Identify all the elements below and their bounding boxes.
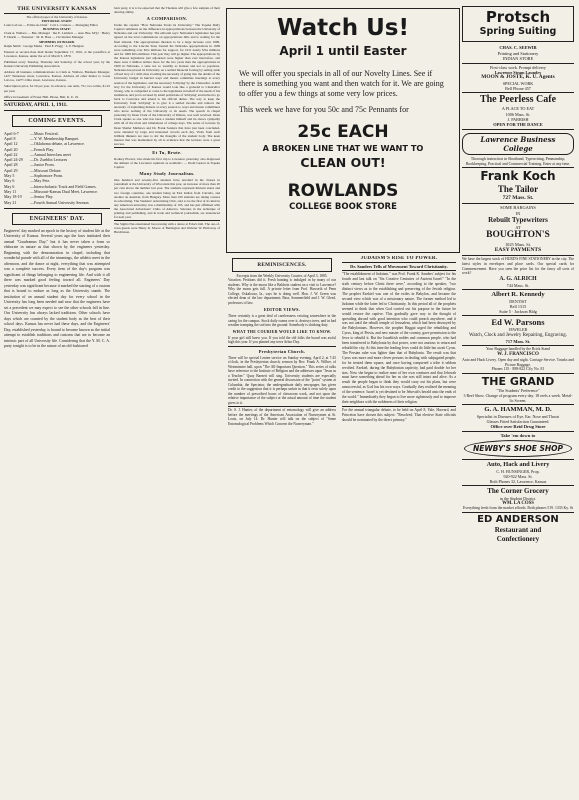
- moon-l1: First-class work. Prompt delivery: [489, 64, 547, 70]
- newby-l1: Take 'em down to: [500, 432, 536, 438]
- comparison-body: Under the caption "How Nebraska Treats its University," The Topeka Daily Capital comments on the difference in appropriations between the University of Nebraska and our University. The editorial says: Nebraska's legislature has just agreed on the total commissions on appropriations bills and is waiting for the final amount. The appropriations threaten to be a large increase over 1909. According to the Lincoln State Journal the Nebraska appropriations in 1909 were something over $2¼ millions for support, for 1911 nearly $3¼ millions and for 1909 $2¼ millions. This year they will go higher. The appropriations by the Kansas legislature just adjourned were higher than ever heretofore, and there were 2 million dollars more for the two years than the appropriations in 1909 in Nebraska, a state not so wealthy as Kansas and not so populous. Nebraska has placed its University on a settled financial footing by setting aside a fixed levy of 1 mill, thus avoiding the necessity of going into the details of the University budget in hurried ways and means committee meetings at every session of the legislature, and the necessary 'lobbying' by the Chancellor. A mill levy for the University of Kansas would look like a godsend to Chancellor Strong, who is compelled to come to the legislature in behalf of the needs of his institution, and yet is accused by small politicians of 'lobbying' and invited to go back to Lawrence and attend to his official duties. The way to keep the University from 'lobbying' is to give it a settled income and remove the necessity of explaining matters at every session to ways and means committees who know nothing of the University or its needs. The speech in chapel yesterday by Dean Clark of the University of Illinois, was well received. Dean Clark speaks as one who has been a student himself and he shows sympathy with all of the trials and tribulations of college days. The series of lectures by Dean Shailer Mathews and Dr. Frank Sanders that have just been concluded, were attended by large and interested crowds each day. Visits from such brilliant thinkers are sure to stir the thoughts of the student body. The keen interest that was maintained by all is evidence that the lectures were a great success.: [114, 23, 220, 146]
- grand-l2: 3 Reel Show. Change of program every day. 18 reels a week. Metal-lic Screen.: [463, 392, 573, 403]
- peerless-ad: [462, 94, 574, 127]
- reminiscences-body: Vacation. Petitions did it. Fresh hunting is indulged in by many of our students. Why is the moon like a Baldwin student on a visit to Lawrence? Why the moon gets full. A private letter from Prof. Haworth of Penn College, Oskaloosa, Ia., says he is doing well. Hon. J. W. Green was elected dean of the law department; Bass, Sommerfield and J. W. Gleed, professors of law.: [228, 278, 336, 305]
- address-notice: Address all business communications to Clark A. Wallace, Business Manager, 1427 Tennessee street, Lawrence, Kansas. Address all other matter to Louis LaCoss, 1427½ Ohio street, Lawrence, Kansas.: [4, 70, 110, 83]
- boughton-l4: AT: [515, 224, 521, 230]
- reminiscences-title: REMINISCENCES.: [257, 262, 307, 268]
- event-date: April 12: [4, 141, 18, 147]
- moon-l2: Lawrence Steam Laundry: [494, 70, 542, 76]
- newby-logo: NEWBY'S SHOE SHOP: [464, 440, 572, 457]
- seewir-sub: Printing and Stationery: [497, 50, 539, 56]
- event-date: April 20: [4, 146, 18, 152]
- hamman-l2: Glasses Fitted Satisfaction Guaranteed.: [486, 418, 550, 424]
- event-date: May 18-19: [4, 194, 22, 200]
- office-notice: Office in basement of Fraser Hall. Phone, Bell, K. U. 25.: [4, 94, 80, 99]
- boughton-ad: [462, 205, 574, 254]
- masthead-column: [4, 6, 110, 350]
- alrich-addr: 744 Mass. St.: [506, 282, 530, 288]
- francisco-ad: [462, 347, 574, 372]
- event-date: April 24-29: [4, 157, 23, 163]
- event-date: May 6: [4, 183, 15, 189]
- event-date: May 11: [4, 188, 17, 194]
- hamman-l3: Office over Reid Drug Store: [490, 423, 546, 429]
- et-tu-body: Rodney Elward, who made his first trip to Lawrence yesterday, also diagnosed the ailment of the Lawrence squirrels as sodaholic. — Dodd Gaston in Topeka Capital.: [114, 157, 220, 170]
- event-date: April 28: [4, 162, 18, 168]
- peerless-name: The Peerless Cafe: [479, 94, 557, 106]
- peerless-l2: 1006 Mass. St.: [505, 111, 531, 117]
- event-label: —French Play.: [30, 146, 54, 152]
- hack-ad: [462, 461, 574, 484]
- rowlands-week: This week we have for you 50c and 75c Pennants for: [239, 105, 409, 114]
- francisco-phones: Phones 135 · 888-822 Ch'y No. 81: [491, 367, 545, 372]
- study-title: Many Study Journalism.: [139, 171, 195, 177]
- grand-name: THE GRAND: [481, 374, 555, 388]
- coming-events-title: COMING EVENTS.: [28, 117, 86, 124]
- boughton-l2: IN: [515, 210, 521, 216]
- rowlands-price: 25c EACH: [297, 122, 389, 142]
- kennedy-ad: [462, 291, 574, 315]
- entered-notice: Entered as second-class mail matter September 17, 1910, at the postoffice at Lawrence, Kansas, under the act of March 3, 1879.: [4, 49, 110, 58]
- protsch-ad: [462, 6, 574, 42]
- anderson-l1: Restaurant and: [494, 526, 542, 535]
- francisco-l2: Auto and Hack Livery. Open day and night. Carriage Service. Trunks and Picture Baggage.: [462, 357, 574, 367]
- event-label: —Missouri Debate.: [30, 167, 62, 173]
- newby-ad: [462, 433, 574, 459]
- event-label: —Y. W. Membership Banquet.: [30, 135, 80, 141]
- rowlands-subhead: April 1 until Easter: [279, 44, 407, 58]
- moon-joste-ad: [462, 65, 574, 91]
- subscription-notice: Subscription price, $1.50 per year, in advance; one term, 75c; two terms, $1.25 per year.: [4, 84, 110, 93]
- boughton-l5: EASY PAYMENTS: [494, 247, 542, 254]
- engineers-day-heading-box: [12, 213, 102, 225]
- published-notice: Published every Tuesday, Thursday and Saturday of the school year, by the Kansas University Publishing Association.: [4, 59, 110, 69]
- event-date: April 29: [4, 167, 18, 173]
- event-label: —Sophomore Prom.: [30, 173, 64, 179]
- seewir-name: CHAS. C. SEEWIR: [499, 45, 537, 50]
- masthead-title: THE UNIVERSITY KANSAN: [17, 6, 97, 12]
- frank-koch-addr: 727 Mass. St.: [502, 195, 534, 202]
- alrich-body: We have the largest stock of HURD'S FINE STATIONERY in the city. The latest styles in envelopes and place cards. Our special cards for Commencement. Have you seen the price list for the fancy all sorts of work?: [462, 257, 574, 276]
- parsons-ad: [462, 317, 574, 344]
- event-label: —Oklahoma debate, at Lawrence.: [30, 141, 85, 147]
- corner-grocery-ad: [462, 487, 574, 511]
- parsons-l2: Watch, Clock and Jewelry Repairing, Engraving.: [469, 332, 567, 338]
- frank-koch-ad: [462, 169, 574, 202]
- editorial-staff-head: EDITORIAL STAFF:: [41, 19, 73, 24]
- courier-body: If your girl still knew you. If you told the old folks the board was awful high this year. If you planted any trees Arbor Day.: [228, 335, 336, 345]
- peerless-l1: A PLACE TO EAT: [501, 106, 535, 112]
- hack-l2: 920-922 Mass. St.: [503, 474, 533, 480]
- coming-events-list: [4, 131, 110, 205]
- presbyterian-body: There will be special Lenten service on Sunday evening, April 2, at 7:45 o'clock, in the Presbyterian church; sermon by Rev. Frank A. Wilber, of Westminster hall, upon "The All-Important Question." This series of talks have reference to the Institute of Religion and the addresses upon "Jesus as a Teacher." Quay Barnett will sing. University students are especially invited. In connection with the general discussion of the "point" system at Columbia, the Spectator, the undergraduate daily newspaper, has given credit to the suggestion that it is perhaps unfair in that it rests solely upon the number of prescribed hours of classroom work, and not upon the relative importance of the subject or the actual amount of time the student gives to it.: [228, 355, 336, 405]
- protsch-name: Protsch: [485, 8, 551, 26]
- kennedy-l2: Bell 1315: [509, 303, 527, 309]
- frank-koch-l1: The Tailor: [497, 184, 539, 195]
- judaism-body: "The establishment of Judaism," was Prof. Frank K. Sanders' subject for his fourth and last talk on "Six Creative Centuries of Ancient Israel." "In the sixth century before Christ there were," according to the speaker, "two distinct views as to the establishing and preserving of the Jewish religion. The prophet Ezekiel was one of the exiles in Babylon, and became the second view which was of a missionary nature. The former method led to Judaism while the latter led to Christianity. In this period all of the prophets seemed to think that when God carried out his purpose in the future he would restore the captive. This gradually gave way to the thought of spreading abroad with good intention who could preach anywhere, and it was not until the rebuilt temple of Jerusalem, which had been destroyed by the Babylonians. However, the prophet Haggai urged the rebuilding and Cyrus, king of Persia, and new master of the country, gave permission to the Jews to rebuild it. But the Israelitish nobles and common people, who had been transferred to Babylonia by that power, were not anxious to return and rebuild the city. At this time the leading Jews could do little but await Cyrus. The Persian ruler was lighter than that of Babylonia. The result was that Cyrus was more and more clever persons in dealing with subjugated people, for he treated them square, and once having conquered a tribe it seldom revolted. Ezekiel, during the Babylonian captivity, had paid double for her sins. Now she began to realize none of her own creatures and that Jehovah must have something ahead for her as she was still intact and alive. As a result the people began to think they would carry out his plans, but were unsuccessful, as God has his own ways. Gradually they realized the meaning of the sentence. Israel is yet destined to be Jehovah's herald unto the ends of the world." Immediately they began to live more righteously and to improve their neighbors with the nobleness of their religion.: [342, 272, 456, 404]
- moon-name: MOON & JOSTE, K. U. Agents: [481, 74, 555, 81]
- event-label: —May Fete.: [30, 178, 51, 184]
- editor-views-title: EDITOR VIEWS.: [263, 307, 301, 313]
- event-label: —Dr. Zueblin Lectures: [30, 157, 68, 163]
- event-date: May 6: [4, 178, 15, 184]
- boughton-addr: 1025 Mass. St.: [504, 241, 532, 247]
- peerless-l3: J. PARRISH: [507, 116, 529, 122]
- courier-title: WHAT THE COURIER WOULD LIKE TO KNOW.: [232, 329, 332, 334]
- event-date: April 8: [4, 135, 16, 141]
- boughton-name: BOUGHTON'S: [486, 230, 550, 241]
- parsons-addr: 717 Mass. St.: [505, 338, 531, 344]
- engineers-day-title: ENGINEERS' DAY.: [29, 215, 85, 222]
- reminiscences-heading-box: [232, 258, 332, 272]
- business-college-body: Thorough instruction in Shorthand, Typewriting, Penmanship, Bookkeeping, Practical and Commercial Training. Enter at any time.: [465, 156, 571, 166]
- hamman-name: G. A. HAMMAN, M. D.: [484, 405, 552, 413]
- editor-views-body: There certainly is a great deal of carelessness existing somewhere in the caring for the campus. Stock daily roams over it, destroys trees, and in bad weather tramping the sod into the ground. Somebody is shirking duty.: [228, 314, 336, 328]
- rowlands-body: We will offer you specials in all of our Novelty Lines. See if there is something you want and then watch for it. We are going to offer you a few things at some very low prices.: [239, 69, 444, 98]
- study-body: One hundred and seventy-five students have enrolled in the classes in journalism at the University of Wisconsin this year, an increase of more than 20 per cent above the number last year. The students represent thirteen states and two foreign countries, one student being an East Indian from Calcutta, and another an Austrian, from Hungary. More than 100 students are taking courses in advertising. The Students' Advertising Club, said to be the first of its kind in any American university, has a membership of 105, and has just affiliated with the Associated Advertisers' Clubs of America. Veterans in the technique of printing and publishing, and in trade and technical journalism, are announced for next year.: [114, 178, 220, 220]
- event-label: —Senior Play.: [30, 194, 54, 200]
- kennedy-l1: DENTIST: [509, 298, 527, 304]
- hamman-l1: Specialist in Diseases of Eye, Ear, Nose and Throat: [476, 413, 560, 419]
- et-tu-title: Et Tu, Brute.: [152, 150, 182, 155]
- corner-name: The Corner Grocery: [487, 487, 549, 496]
- party-text: barn party, it is to be expected that the Thetians will give a few samples of their dancing ability.: [114, 6, 220, 15]
- peerless-l4: OPEN FOR THE DANCE: [493, 122, 543, 128]
- judaism-column: [342, 256, 456, 794]
- business-college-ad: [462, 131, 574, 167]
- frank-koch-name: Frank Koch: [480, 169, 556, 184]
- board-head: MEMBERS OF BOARD.: [39, 39, 75, 44]
- comparison-title: A COMPARISON.: [146, 16, 188, 22]
- hack-l1: C. H. HUNSINGER, Prop.: [496, 469, 540, 475]
- event-label: —Music Festival.: [30, 130, 59, 136]
- engineers-day-body: Engineers' day marked an epoch in the history of student life at the University of Kansas. Several years ago the laws instituted their annual "Gaudeamus Day," but it has never taken a form so elaborate in nature as that shown by the engineers yesterday. Beginning with the demonstration in chapel, including that wonderful parade with all of the trimmings, the athletic meet in the afternoon, and the dance at night, everything that was attempted was a complete success. Every item of the day's program was significant of things belonging to engineering life. And with it all there was marked good feeling toward all. Engineers' Day yesterday was significant because it marked the starting of a custom that is bound to endure as long as the University stands. The institution of an annual student day for every school in the University has long been needed and now that the engineers have set a precedent we may expect to see the other schools fall in line. Our University has always lacked traditions. Other schools have days which are counted by the student body as the best of their school days. Kansas has never had these days, and the Engineers' Day, established yesterday, is bound to become known as the initial attempt to establish traditions and customs that are to become an intrinsic part of all University life. Considering that the Y. M. C. A. party tonight is to be in the nature of an old-fashioned: [4, 228, 110, 349]
- anderson-ad: [462, 514, 574, 543]
- anderson-name: ED ANDERSON: [477, 514, 559, 526]
- rowlands-headline: Watch Us!: [277, 15, 409, 41]
- debate-body: For the annual triangular debate, to be held on April 8, Yale, Harvard, and Princeton have chosen this subject: "Resolved, That elective State officials should be nominated by the direct primary.": [342, 407, 456, 422]
- event-label: —Junior Prom.: [30, 162, 55, 168]
- seewir-addr: INDIAN STORE: [502, 56, 534, 62]
- business-college-logo: Lawrence Business College: [462, 133, 574, 155]
- hamman-ad: [462, 406, 574, 430]
- event-date: May 5: [4, 173, 15, 179]
- moon-l3: SPECIAL WORK: [502, 80, 534, 86]
- event-label: —Annual Interclass meet: [30, 151, 71, 157]
- parsons-name: Ed W. Parsons: [491, 317, 545, 328]
- masthead-subtitle: The official paper of the University of Kansas.: [26, 15, 88, 19]
- reminiscences-intro: Excerpts from the Weekly University Courier, of April 3, 1885.: [236, 274, 328, 278]
- business-staff: Clark A. Wallace — Bus. Manager · Ike E. Lambert — Asst. Bus. M'g'r · Henry F. Dearth — Treasurer · M. D. Bass — Circulation Manager: [4, 31, 110, 40]
- francisco-name: W. J. FRANCISCO: [497, 351, 539, 357]
- hunter-body: Dr. S. J. Hunter, of the department of entomology will give an address before the meetings of the American Association of Nurserymen at St. Louis, on July 14. Dr. Hunter will talk on the subject of "Some Entomological Problems Which Concern the Nurseryman.": [228, 408, 336, 426]
- corner-l3: Everything fresh from the market affords. Both phones 519. 1333 Ky. St: [463, 506, 573, 511]
- grand-ad: [462, 375, 574, 403]
- reminiscences-column: [228, 256, 336, 794]
- alrich-ad: [462, 257, 574, 287]
- event-date: April 6-7: [4, 130, 19, 136]
- event-label: —Missouri-Kansas Dual Meet, Lawrence.: [30, 188, 98, 194]
- event-label: —Fourth Annual University Sermon.: [30, 199, 90, 205]
- francisco-l1: Your Baggage handled by the Brick Stand: [486, 347, 550, 352]
- ads-column: [462, 6, 574, 798]
- seewir-ad: [462, 45, 574, 62]
- corner-l2: WM. LA COSS: [502, 500, 534, 506]
- event-label: —Interscholastic Track and Field Games.: [30, 183, 97, 189]
- judaism-subtitle: Dr. Sanders Tells of Movement Toward Christianity.: [350, 264, 448, 269]
- editorial-staff: Louis LaCoss — Editor-in-Chief · Carl L. Cannon — Managing Editor: [4, 23, 98, 28]
- boughton-l3: Rebuilt Typewriters: [488, 216, 548, 225]
- kennedy-l3: Suite 5 · Jackson Bldg: [499, 309, 537, 315]
- event-row: [4, 200, 110, 205]
- alrich-name: A. G. ALRICH: [499, 275, 537, 282]
- corner-l1: in the Student District.: [499, 495, 537, 501]
- moon-phone: Bell Phone 457: [505, 85, 531, 91]
- sigma-nu-body: The Sigma Nus entertained last evening with a dance at Ecke's hall. The out-of-town guests were Henry R. Moore of Burlington and Webster W. Holloway of Hutchinson.: [114, 222, 220, 235]
- rowlands-line2: CLEAN OUT!: [300, 155, 386, 170]
- rowlands-line1: A BROKEN LINE THAT WE WANT TO: [262, 143, 424, 153]
- parsons-l1: JEWELER: [508, 327, 528, 333]
- business-staff-head: BUSINESS STAFF:: [42, 27, 72, 32]
- presbyterian-title: Presbyterian Church.: [258, 348, 306, 354]
- event-date: April 22: [4, 151, 18, 157]
- event-date: May 21: [4, 199, 17, 205]
- rowlands-ad: [226, 8, 460, 253]
- boughton-l1: SOME BARGAINS: [500, 205, 536, 211]
- protsch-sub: Spring Suiting: [479, 26, 557, 37]
- anderson-l2: Confectionery: [496, 534, 540, 543]
- hack-l3: Both Phones 32, Lawrence, Kansas: [489, 479, 547, 485]
- hack-name: Auto, Hack and Livery: [486, 461, 550, 469]
- dateline: SATURDAY, APRIL 1, 1911.: [4, 101, 68, 108]
- coming-events-heading-box: [12, 115, 102, 127]
- rowlands-store-sub: COLLEGE BOOK STORE: [289, 202, 397, 212]
- rowlands-store: ROWLANDS: [287, 181, 399, 201]
- editorial-column: [114, 6, 220, 796]
- board-members: Ralph Smith · George Marks · Paul E. Flagg · L. P. Hedgren: [4, 43, 84, 48]
- judaism-title: JUDAISM'S RISE TO POWER.: [360, 256, 438, 261]
- kennedy-name: Albert R. Kennedy: [491, 290, 545, 298]
- grand-l1: "The Students' Preference": [496, 387, 540, 393]
